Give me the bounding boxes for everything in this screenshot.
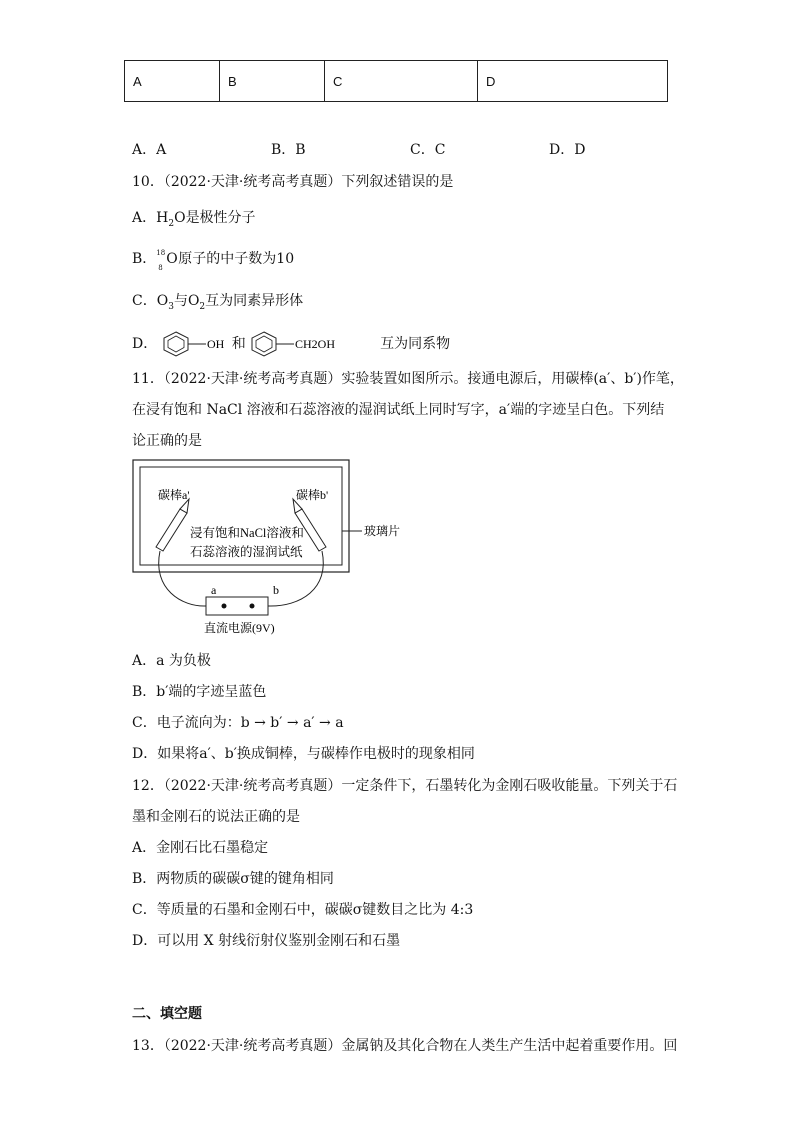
q11-option-c[interactable]: C．电子流向为：b → b′ → a′ → a [132, 715, 344, 731]
q11-option-d[interactable]: D．如果将a′、b′换成铜棒，与碳棒作电极时的现象相同 [132, 746, 475, 762]
test-paper-label-line1: 浸有饱和NaCl溶液和 [190, 526, 304, 540]
rod-a-label: 碳棒a' [158, 488, 190, 502]
phenol-oh-label: OH [206, 337, 225, 351]
q12-stem-line2: 墨和金刚石的说法正确的是 [132, 809, 300, 825]
q9-option-table [124, 60, 668, 102]
q10-option-b[interactable]: B． 18 8 O原子的中子数为10 [132, 249, 295, 272]
benzyl-ch2oh-label: CH2OH [295, 337, 336, 351]
q11-stem-line3: 论正确的是 [132, 433, 202, 449]
formula-o2: $O_2$ [187, 293, 206, 312]
section-heading-fill-in: 二、填空题 [132, 1006, 202, 1022]
q12-option-d[interactable]: D．可以用 X 射线衍射仪鉴别金刚石和石墨 [132, 933, 401, 949]
terminal-a-label: a [211, 583, 217, 597]
isotope-o18: 18 8 O [156, 249, 178, 272]
choice-c[interactable]: C．C [410, 142, 446, 158]
q9-choices [132, 140, 688, 160]
table-cell-a: A [125, 61, 220, 102]
electrolysis-apparatus-diagram [132, 459, 442, 639]
q11-stem-line2: 在浸有饱和 NaCl 溶液和石蕊溶液的湿润试纸上同时写字，a′端的字迹呈白色。下列结 [132, 402, 665, 418]
power-source-label: 直流电源(9V) [204, 621, 275, 635]
q13-stem: 13．（2022·天津·统考高考真题）金属钠及其化合物在人类生产生活中起着重要作用。回 [132, 1038, 678, 1054]
formula-h2o: $H_2O$ [156, 210, 186, 229]
carbon-rod-b [293, 499, 326, 551]
table-cell-d: D [478, 61, 668, 102]
phenol-structure [162, 330, 232, 358]
formula-o3: $O_3$ [156, 293, 174, 312]
choice-a[interactable]: A．A [132, 142, 167, 158]
table-cell-c: C [325, 61, 478, 102]
choice-b[interactable]: B．B [271, 142, 306, 158]
table-cell-b: B [220, 61, 325, 102]
benzyl-alcohol-structure [250, 330, 380, 358]
q12-option-c[interactable]: C．等质量的石墨和金刚石中，碳碳σ键数目之比为 4:3 [132, 902, 474, 918]
q10-stem: 10．（2022·天津·统考高考真题）下列叙述错误的是 [132, 174, 454, 190]
test-paper-label-line2: 石蕊溶液的湿润试纸 [190, 545, 303, 559]
carbon-rod-a [156, 499, 189, 551]
dc-power-source [206, 597, 268, 615]
q10-option-c[interactable]: C．$O_3$与$O_2$互为同素异形体 [132, 293, 304, 312]
glass-slide-label: 玻璃片 [364, 524, 401, 538]
q11-option-a[interactable]: A．a 为负极 [132, 653, 211, 669]
q11-stem-line1: 11．（2022·天津·统考高考真题）实验装置如图所示。接通电源后，用碳棒(a′、b′)作笔， [132, 371, 684, 387]
q12-option-b[interactable]: B．两物质的碳碳σ键的键角相同 [132, 871, 334, 887]
terminal-b-label: b [273, 583, 279, 597]
q10-option-d[interactable]: D． OH 和 CH2OH 互为同系物 [132, 330, 450, 358]
rod-b-label: 碳棒b' [296, 488, 329, 502]
q12-option-a[interactable]: A．金刚石比石墨稳定 [132, 840, 269, 856]
q12-stem-line1: 12．（2022·天津·统考高考真题）一定条件下，石墨转化为金刚石吸收能量。下列关于石 [132, 778, 678, 794]
q10-option-a[interactable]: A．$H_2O$是极性分子 [132, 210, 256, 229]
q11-option-b[interactable]: B．b′端的字迹呈蓝色 [132, 684, 267, 700]
choice-d[interactable]: D．D [549, 142, 586, 158]
